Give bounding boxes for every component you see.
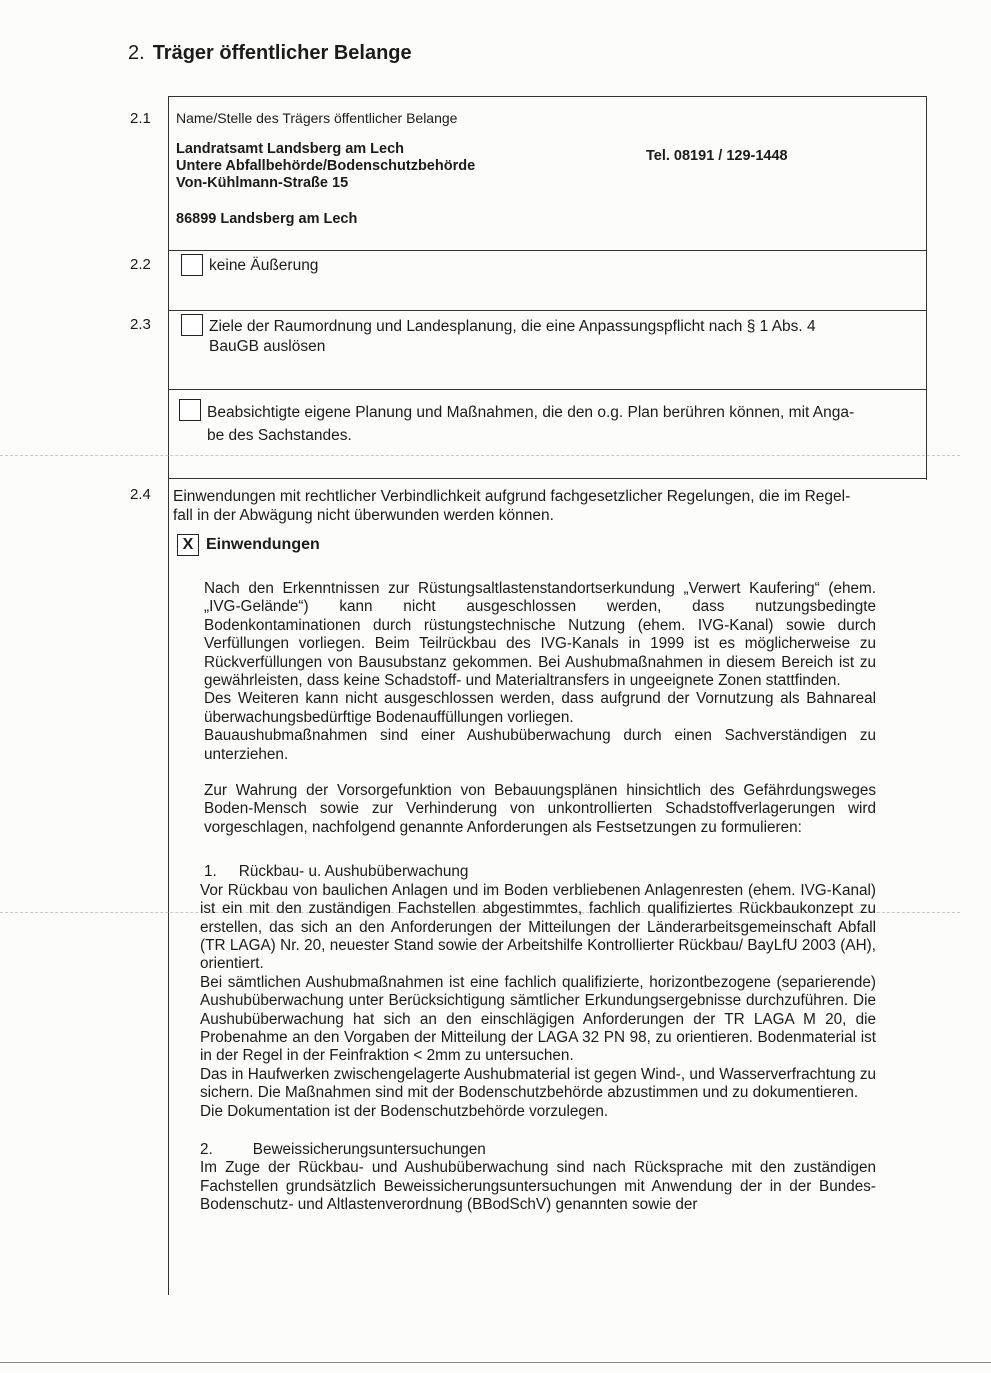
item-1-title: Rückbau- u. Aushubüberwachung bbox=[238, 863, 469, 881]
item-2-heading bbox=[200, 1141, 876, 1159]
objections-checkbox[interactable]: X bbox=[177, 534, 199, 556]
item-1-paragraph-3: Das in Haufwerken zwischengelagerte Aushubmaterial ist gegen Wind-, und Wasserverfrachtung zu sichern. Die Maßnahmen sind mit der Bodenschutzbehörde abzustimmen und zu dokumentieren. bbox=[200, 1065, 876, 1102]
item-1-content bbox=[200, 882, 876, 1121]
item-1-paragraph-2: Bei sämtlichen Aushubmaßnahmen ist eine fachlich qualifizierte, horizontbezogene (separierende) Aushubüberwachung unter Berücksichtigung sämtlicher Erkundungsergebnisse durchzuführen. Die Aushubüberwachung hat sich an den einschlägigen Anforderungen der TR LAGA M 20, die Probenahme an den Vorgaben der Mitteilung der LAGA 32 PN 98, zu orientieren. Bodenmaterial ist in der Regel in der Feinfraktion < 2mm zu untersuchen. bbox=[200, 973, 876, 1065]
section-number-2-2: 2.2 bbox=[130, 256, 151, 273]
item-1-number: 1. bbox=[204, 863, 217, 881]
page-bottom-edge bbox=[0, 1362, 991, 1363]
item-1-paragraph-4: Die Dokumentation ist der Bodenschutzbehörde vorzulegen. bbox=[200, 1102, 609, 1120]
authority-name: Landratsamt Landsberg am Lech bbox=[176, 141, 405, 157]
objections-intro-line-1: Einwendungen mit rechtlicher Verbindlichkeit aufgrund fachgesetzlicher Regelungen, die im Regel- bbox=[173, 488, 851, 505]
authority-phone: Tel. 08191 / 129-1448 bbox=[646, 148, 788, 164]
row-divider-top bbox=[168, 96, 926, 97]
section-number-2-3: 2.3 bbox=[130, 316, 151, 333]
objections-body bbox=[200, 580, 876, 1215]
table-left-border bbox=[168, 96, 169, 1295]
row-divider-2-3 bbox=[168, 310, 926, 311]
table-right-border bbox=[926, 96, 927, 480]
scan-fold-line bbox=[0, 455, 960, 456]
body-paragraph-3: Bauaushubmaßnahmen sind einer Aushubüberwachung durch einen Sachverständigen zu unterziehen. bbox=[204, 727, 876, 763]
section-title: Träger öffentlicher Belange bbox=[152, 42, 412, 64]
item-2-content bbox=[200, 1159, 876, 1214]
row-divider-2-4 bbox=[168, 478, 926, 479]
own-planning-checkbox[interactable] bbox=[179, 399, 201, 421]
item-1-heading bbox=[204, 863, 876, 881]
authority-address bbox=[176, 141, 475, 192]
item-2-title: Beweissicherungsuntersuchungen bbox=[252, 1140, 486, 1158]
authority-field-label: Name/Stelle des Trägers öffentlicher Belange bbox=[176, 110, 458, 126]
row-divider-planning bbox=[168, 389, 926, 390]
body-paragraph-4: Zur Wahrung der Vorsorgefunktion von Bebauungsplänen hinsichtlich des Gefährdungsweges Boden-Mensch sowie zur Verhinderung von unkontrollierten Schadstoffverlagerungen wird vorgeschlagen, nachfolgend genannte Anforderungen als Festsetzungen zu formulieren: bbox=[204, 782, 876, 836]
objections-intro bbox=[173, 487, 850, 525]
objections-checkbox-label: Einwendungen bbox=[206, 536, 320, 553]
section-number-2-1: 2.1 bbox=[130, 110, 151, 127]
own-planning-line-2: be des Sachstandes. bbox=[207, 427, 352, 444]
body-paragraph-2: Des Weiteren kann nicht ausgeschlossen werden, dass aufgrund der Vornutzung als Bahnareal überwachungsbedürftige Bodenauffüllungen vorliegen. bbox=[204, 690, 876, 726]
spatial-planning-line-2: BauGB auslösen bbox=[209, 338, 326, 355]
item-2-paragraph-1: Im Zuge der Rückbau- und Aushubüberwachung sind nach Rücksprache mit den zuständigen Fachstellen grundsätzlich Beweissicherungsuntersuchungen mit Anwendung der in der Bundes-Bodenschutz- und Altlastenverordnung (BBodSchV) genannten sowie der bbox=[200, 1159, 876, 1214]
section-heading bbox=[128, 42, 412, 65]
spatial-planning-line-1: Ziele der Raumordnung und Landesplanung, die eine Anpassungspflicht nach § 1 Abs. 4 bbox=[209, 318, 816, 335]
row-divider-2-2 bbox=[168, 250, 926, 251]
item-2-number: 2. bbox=[200, 1140, 213, 1158]
body-paragraph-1: Nach den Erkenntnissen zur Rüstungsaltlastenstandortserkundung „Verwert Kaufering“ (ehem. „IVG-Gelände“) kann nicht ausgeschlossen werden, dass nutzungsbedingte Bodenkontaminationen durch rüstungstechnische Nutzung (ehem. IVG-Kanal) sowie durch Verfüllungen vorliegen. Beim Teilrückbau des IVG-Kanals in 1999 ist es möglicherweise zu Rückverfüllungen von Bausubstanz gekommen. Bei Aushubmaßnahmen in diesem Bereich ist zu gewährleisten, dass keine Schadstoff- und Materialtransfers in ungeeignete Zonen stattfinden. bbox=[204, 580, 876, 690]
spatial-planning-label bbox=[209, 317, 816, 357]
spatial-planning-checkbox[interactable] bbox=[181, 314, 203, 336]
authority-street: Von-Kühlmann-Straße 15 bbox=[176, 175, 349, 191]
objections-intro-line-2: fall in der Abwägung nicht überwunden werden können. bbox=[173, 507, 554, 524]
no-statement-checkbox[interactable] bbox=[181, 254, 203, 276]
own-planning-label bbox=[207, 401, 854, 447]
no-statement-label: keine Äußerung bbox=[209, 257, 319, 274]
section-number-2-4: 2.4 bbox=[130, 486, 151, 503]
section-number: 2. bbox=[128, 42, 145, 64]
authority-city: 86899 Landsberg am Lech bbox=[176, 211, 358, 227]
own-planning-line-1: Beabsichtigte eigene Planung und Maßnahmen, die den o.g. Plan berühren können, mit Anga- bbox=[207, 404, 855, 421]
item-1-paragraph-1: Vor Rückbau von baulichen Anlagen und im Boden verbliebenen Anlagenresten (ehem. IVG-Kanal) ist ein mit den zuständigen Fachstellen abgestimmtes, fachlich qualifiziertes Rückbaukonzept zu erstellen, das sich an den Anforderungen der Mitteilungen der Länderarbeitsgemeinschaft Abfall (TR LAGA) Nr. 20, neuester Stand sowie der Arbeitshilfe Kontrollierter Rückbau/ BayLfU 2003 (AH), orientiert. bbox=[200, 881, 876, 973]
authority-department: Untere Abfallbehörde/Bodenschutzbehörde bbox=[176, 158, 476, 174]
